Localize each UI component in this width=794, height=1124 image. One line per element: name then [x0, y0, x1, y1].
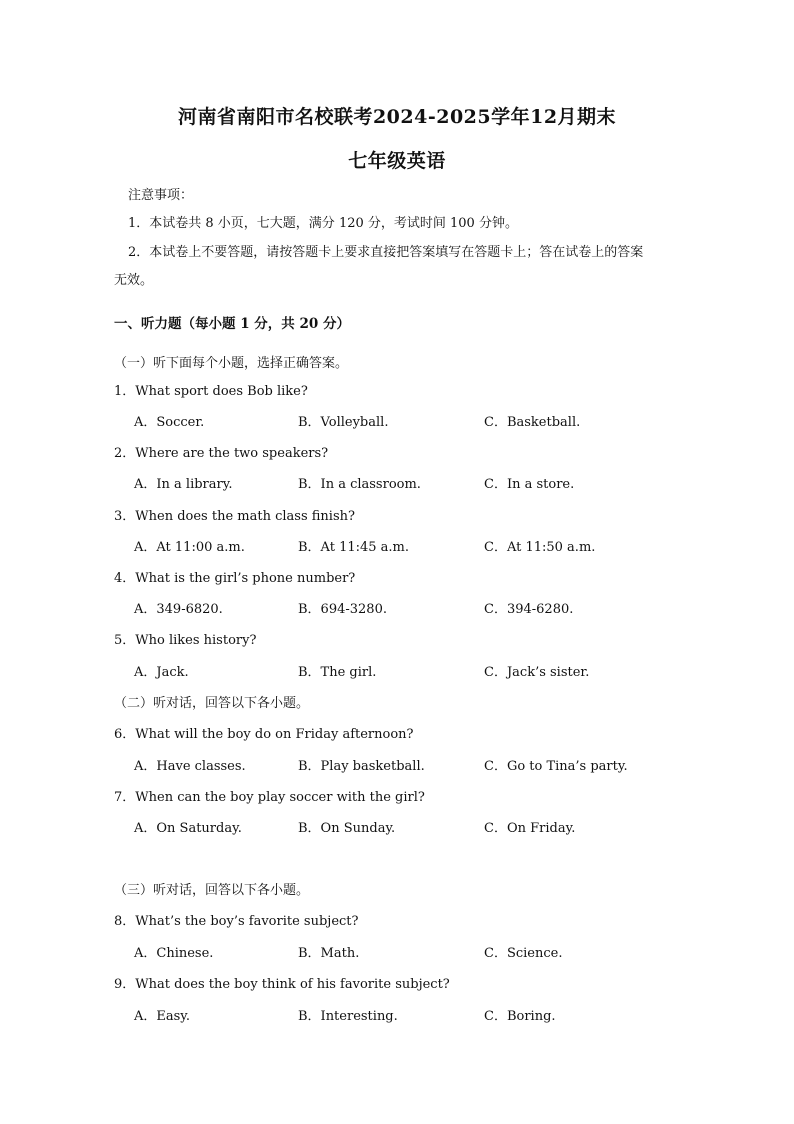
question-9: 9．What does the boy think of his favorite subject?	[114, 977, 450, 992]
question-7-option-a: A．On Saturday.	[134, 821, 242, 836]
part-1-instruction: （一）听下面每个小题，选择正确答案。	[114, 356, 349, 371]
question-2: 2．Where are the two speakers?	[114, 446, 329, 461]
question-9-option-a: A．Easy.	[134, 1009, 191, 1024]
part-3-instruction: （三）听对话，回答以下各小题。	[114, 883, 310, 898]
question-2-option-a: A．In a library.	[134, 477, 233, 492]
question-3-option-b: B．At 11:45 a.m.	[298, 540, 410, 555]
notice-item-1: 1．本试卷共 8 小页，七大题，满分 120 分，考试时间 100 分钟。	[128, 216, 518, 231]
question-6-option-c: C．Go to Tina’s party.	[484, 759, 628, 774]
question-8-option-b: B．Math.	[298, 946, 360, 961]
notice-item-2: 2．本试卷上不要答题，请按答题卡上要求直接把答案填写在答题卡上；答在试卷上的答案	[128, 245, 644, 260]
question-2-option-c: C．In a store.	[484, 477, 575, 492]
question-3-option-c: C．At 11:50 a.m.	[484, 540, 596, 555]
question-7-option-b: B．On Sunday.	[298, 821, 396, 836]
part-2-instruction: （二）听对话，回答以下各小题。	[114, 696, 310, 711]
question-8: 8．What’s the boy’s favorite subject?	[114, 914, 359, 929]
question-9-option-b: B．Interesting.	[298, 1009, 398, 1024]
question-5-option-c: C．Jack’s sister.	[484, 665, 590, 680]
question-1-option-a: A．Soccer.	[134, 415, 205, 430]
question-9-option-c: C．Boring.	[484, 1009, 556, 1024]
question-2-option-b: B．In a classroom.	[298, 477, 421, 492]
question-4-option-b: B．694-3280.	[298, 602, 387, 617]
question-3-option-a: A．At 11:00 a.m.	[134, 540, 245, 555]
question-1-option-b: B．Volleyball.	[298, 415, 389, 430]
section-heading: 一、听力题（每小题 1 分，共 20 分）	[114, 316, 350, 332]
question-1-option-c: C．Basketball.	[484, 415, 581, 430]
question-5-option-a: A．Jack.	[134, 665, 189, 680]
question-4: 4．What is the girl’s phone number?	[114, 571, 356, 586]
question-8-option-a: A．Chinese.	[134, 946, 214, 961]
question-5: 5．Who likes history?	[114, 633, 257, 648]
question-7: 7．When can the boy play soccer with the girl?	[114, 790, 425, 805]
question-6-option-b: B．Play basketball.	[298, 759, 425, 774]
question-8-option-c: C．Science.	[484, 946, 563, 961]
question-3: 3．When does the math class finish?	[114, 509, 355, 524]
question-6: 6．What will the boy do on Friday afternoon?	[114, 727, 414, 742]
question-4-option-c: C．394-6280.	[484, 602, 574, 617]
page-title: 河南省南阳市名校联考2024-2025学年12月期末	[177, 106, 617, 128]
question-6-option-a: A．Have classes.	[134, 759, 246, 774]
question-1: 1．What sport does Bob like?	[114, 384, 308, 399]
question-7-option-c: C．On Friday.	[484, 821, 576, 836]
notice-item-2-continued: 无效。	[114, 273, 154, 288]
question-4-option-a: A．349-6820.	[134, 602, 223, 617]
page-subtitle: 七年级英语	[348, 150, 446, 172]
question-5-option-b: B．The girl.	[298, 665, 377, 680]
notice-heading: 注意事项：	[128, 188, 194, 203]
